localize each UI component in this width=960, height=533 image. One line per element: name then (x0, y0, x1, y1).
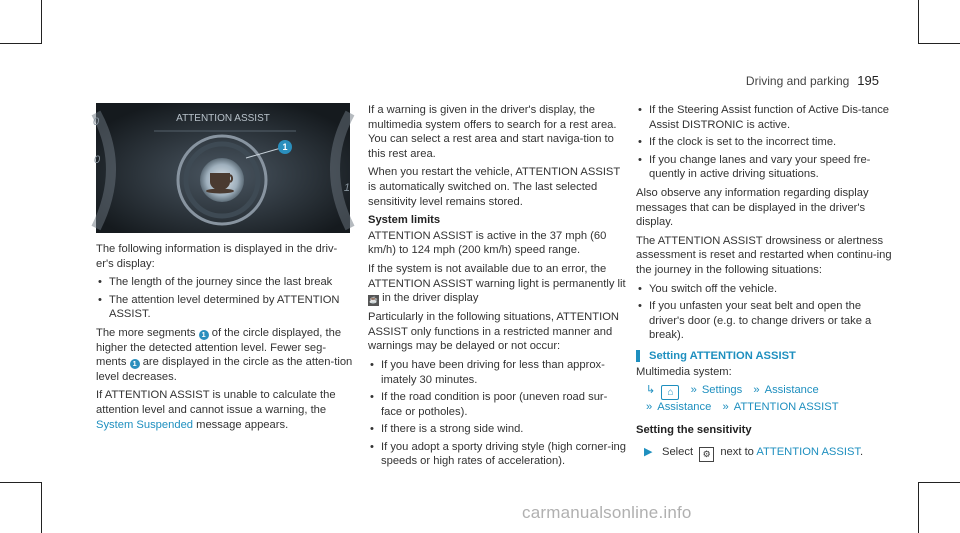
play-icon: ▶ (644, 446, 653, 459)
home-icon: ⌂ (661, 385, 679, 400)
text-run: The more segments (96, 326, 196, 339)
crop-mark (41, 482, 42, 533)
list-item: • If you change lanes and vary your speed fre-quently in active driving situations. (649, 153, 898, 182)
list-item: • If you have been driving for less than approx-imately 30 minutes. (381, 358, 626, 387)
list-item: • The attention level determined by ATTENTION ASSIST. (109, 293, 354, 322)
list-item: • The length of the journey since the last break (109, 275, 354, 290)
text-run: If the system is not available due to an error, the ATTENTION ASSIST warning light is permanently lit (368, 262, 626, 290)
gauge-label: 0 (93, 116, 100, 128)
callout-marker: 1 (130, 359, 140, 369)
crop-mark (0, 482, 42, 483)
text-run: If ATTENTION ASSIST is unable to calculate the attention level and cannot issue a warning, the (96, 389, 336, 416)
crop-mark (0, 43, 42, 44)
list-item: • You switch off the vehicle. (649, 282, 898, 297)
callout-number: 1 (282, 142, 288, 152)
column-3 (636, 103, 898, 462)
menu-item-assistance: Assistance (764, 384, 819, 397)
list-item: • If the clock is set to the incorrect time. (649, 135, 898, 150)
crop-mark (918, 43, 960, 44)
gauge-label: 1 (343, 182, 350, 194)
text-run: of the circle displayed, the higher the detected attention level. Fewer seg-ments (96, 326, 342, 369)
list-item: • If you unfasten your seat belt and open the driver's door (e.g. to change drivers or take a break). (649, 299, 898, 343)
bullet-list (636, 282, 898, 343)
display-message-text: System Suspended (96, 418, 194, 431)
menu-path (636, 400, 898, 415)
list-item: • If the road condition is poor (uneven road sur-face or potholes). (381, 390, 626, 419)
text-run: are displayed in the circle as the atten-tion level decreases. (96, 356, 353, 383)
screen-title: ATTENTION ASSIST (176, 113, 270, 124)
bullet-list (96, 275, 354, 322)
gear-icon: ⚙ (699, 447, 714, 462)
menu-item-settings: Settings (701, 384, 743, 397)
text-run: message appears. (196, 418, 289, 431)
menu-path (636, 383, 898, 400)
crop-mark (918, 482, 960, 483)
text-run: . (860, 446, 864, 459)
paragraph: The following information is displayed in the driv-er's display: (96, 243, 338, 270)
paragraph: Also observe any information regarding display messages that can be displayed in the driver's display. (636, 186, 869, 229)
list-item: • If there is a strong side wind. (381, 422, 626, 437)
section-heading-setting: Setting ATTENTION ASSIST (636, 349, 898, 364)
section-title: Driving and parking (745, 74, 850, 88)
subheading-sensitivity: Setting the sensitivity (636, 423, 752, 436)
paragraph: If a warning is given in the driver's display, the multimedia system offers to search for a rest area. You can select a rest area and start naviga-tion to this rest area. (368, 104, 617, 160)
page-number: 195 (857, 73, 879, 88)
coffee-cup-icon (210, 173, 230, 190)
chevron-right-icon: » (722, 401, 729, 414)
menu-item-attention-assist: ATTENTION ASSIST (756, 446, 861, 459)
page-header (746, 74, 879, 89)
callout-marker: 1 (199, 330, 209, 340)
chevron-right-icon: » (646, 401, 653, 414)
arrow-icon: ↳ (646, 384, 656, 397)
paragraph: The ATTENTION ASSIST drowsiness or alertness assessment is reset and restarted when continu-ing the journey in the following situations: (636, 234, 892, 276)
watermark: carmanualsonline.info (522, 503, 692, 522)
crop-mark (918, 0, 919, 44)
paragraph: Particularly in the following situations, ATTENTION ASSIST only functions in a restricted manner and warnings may be delayed or not occur: (368, 311, 619, 353)
column-2 (368, 103, 626, 473)
gauge-label: 0 (94, 154, 101, 166)
paragraph: ATTENTION ASSIST is active in the 37 mph (60 km/h) to 124 mph (200 km/h) speed range. (368, 229, 607, 257)
chevron-right-icon: » (753, 384, 760, 397)
text-run: Select (662, 446, 694, 459)
subheading-system-limits: System limits (368, 214, 441, 227)
attention-assist-display-figure (93, 103, 350, 233)
menu-item-attention-assist: ATTENTION ASSIST (733, 401, 839, 414)
paragraph: When you restart the vehicle, ATTENTION ASSIST is automatically switched on. The last selected sensitivity level remains stored. (368, 166, 621, 208)
text-run: next to (720, 446, 754, 459)
crop-mark (41, 0, 42, 44)
chevron-right-icon: » (690, 384, 697, 397)
column-1 (93, 103, 354, 436)
paragraph (368, 262, 626, 306)
paragraph (96, 326, 354, 384)
list-item: • If you adopt a sporty driving style (high corner-ing speeds or high rates of acceleration). (381, 440, 626, 469)
bullet-list (636, 103, 898, 182)
paragraph (96, 388, 354, 432)
text-run: in the driver display (382, 292, 479, 305)
warning-light-icon: ☕ (369, 297, 378, 305)
crop-mark (918, 482, 919, 533)
menu-item-assistance: Assistance (657, 401, 712, 414)
list-item: • If the Steering Assist function of Active Dis-tance Assist DISTRONIC is active. (649, 103, 898, 132)
instruction-step (636, 445, 898, 462)
bullet-list (368, 358, 626, 469)
paragraph: Multimedia system: (636, 365, 732, 378)
